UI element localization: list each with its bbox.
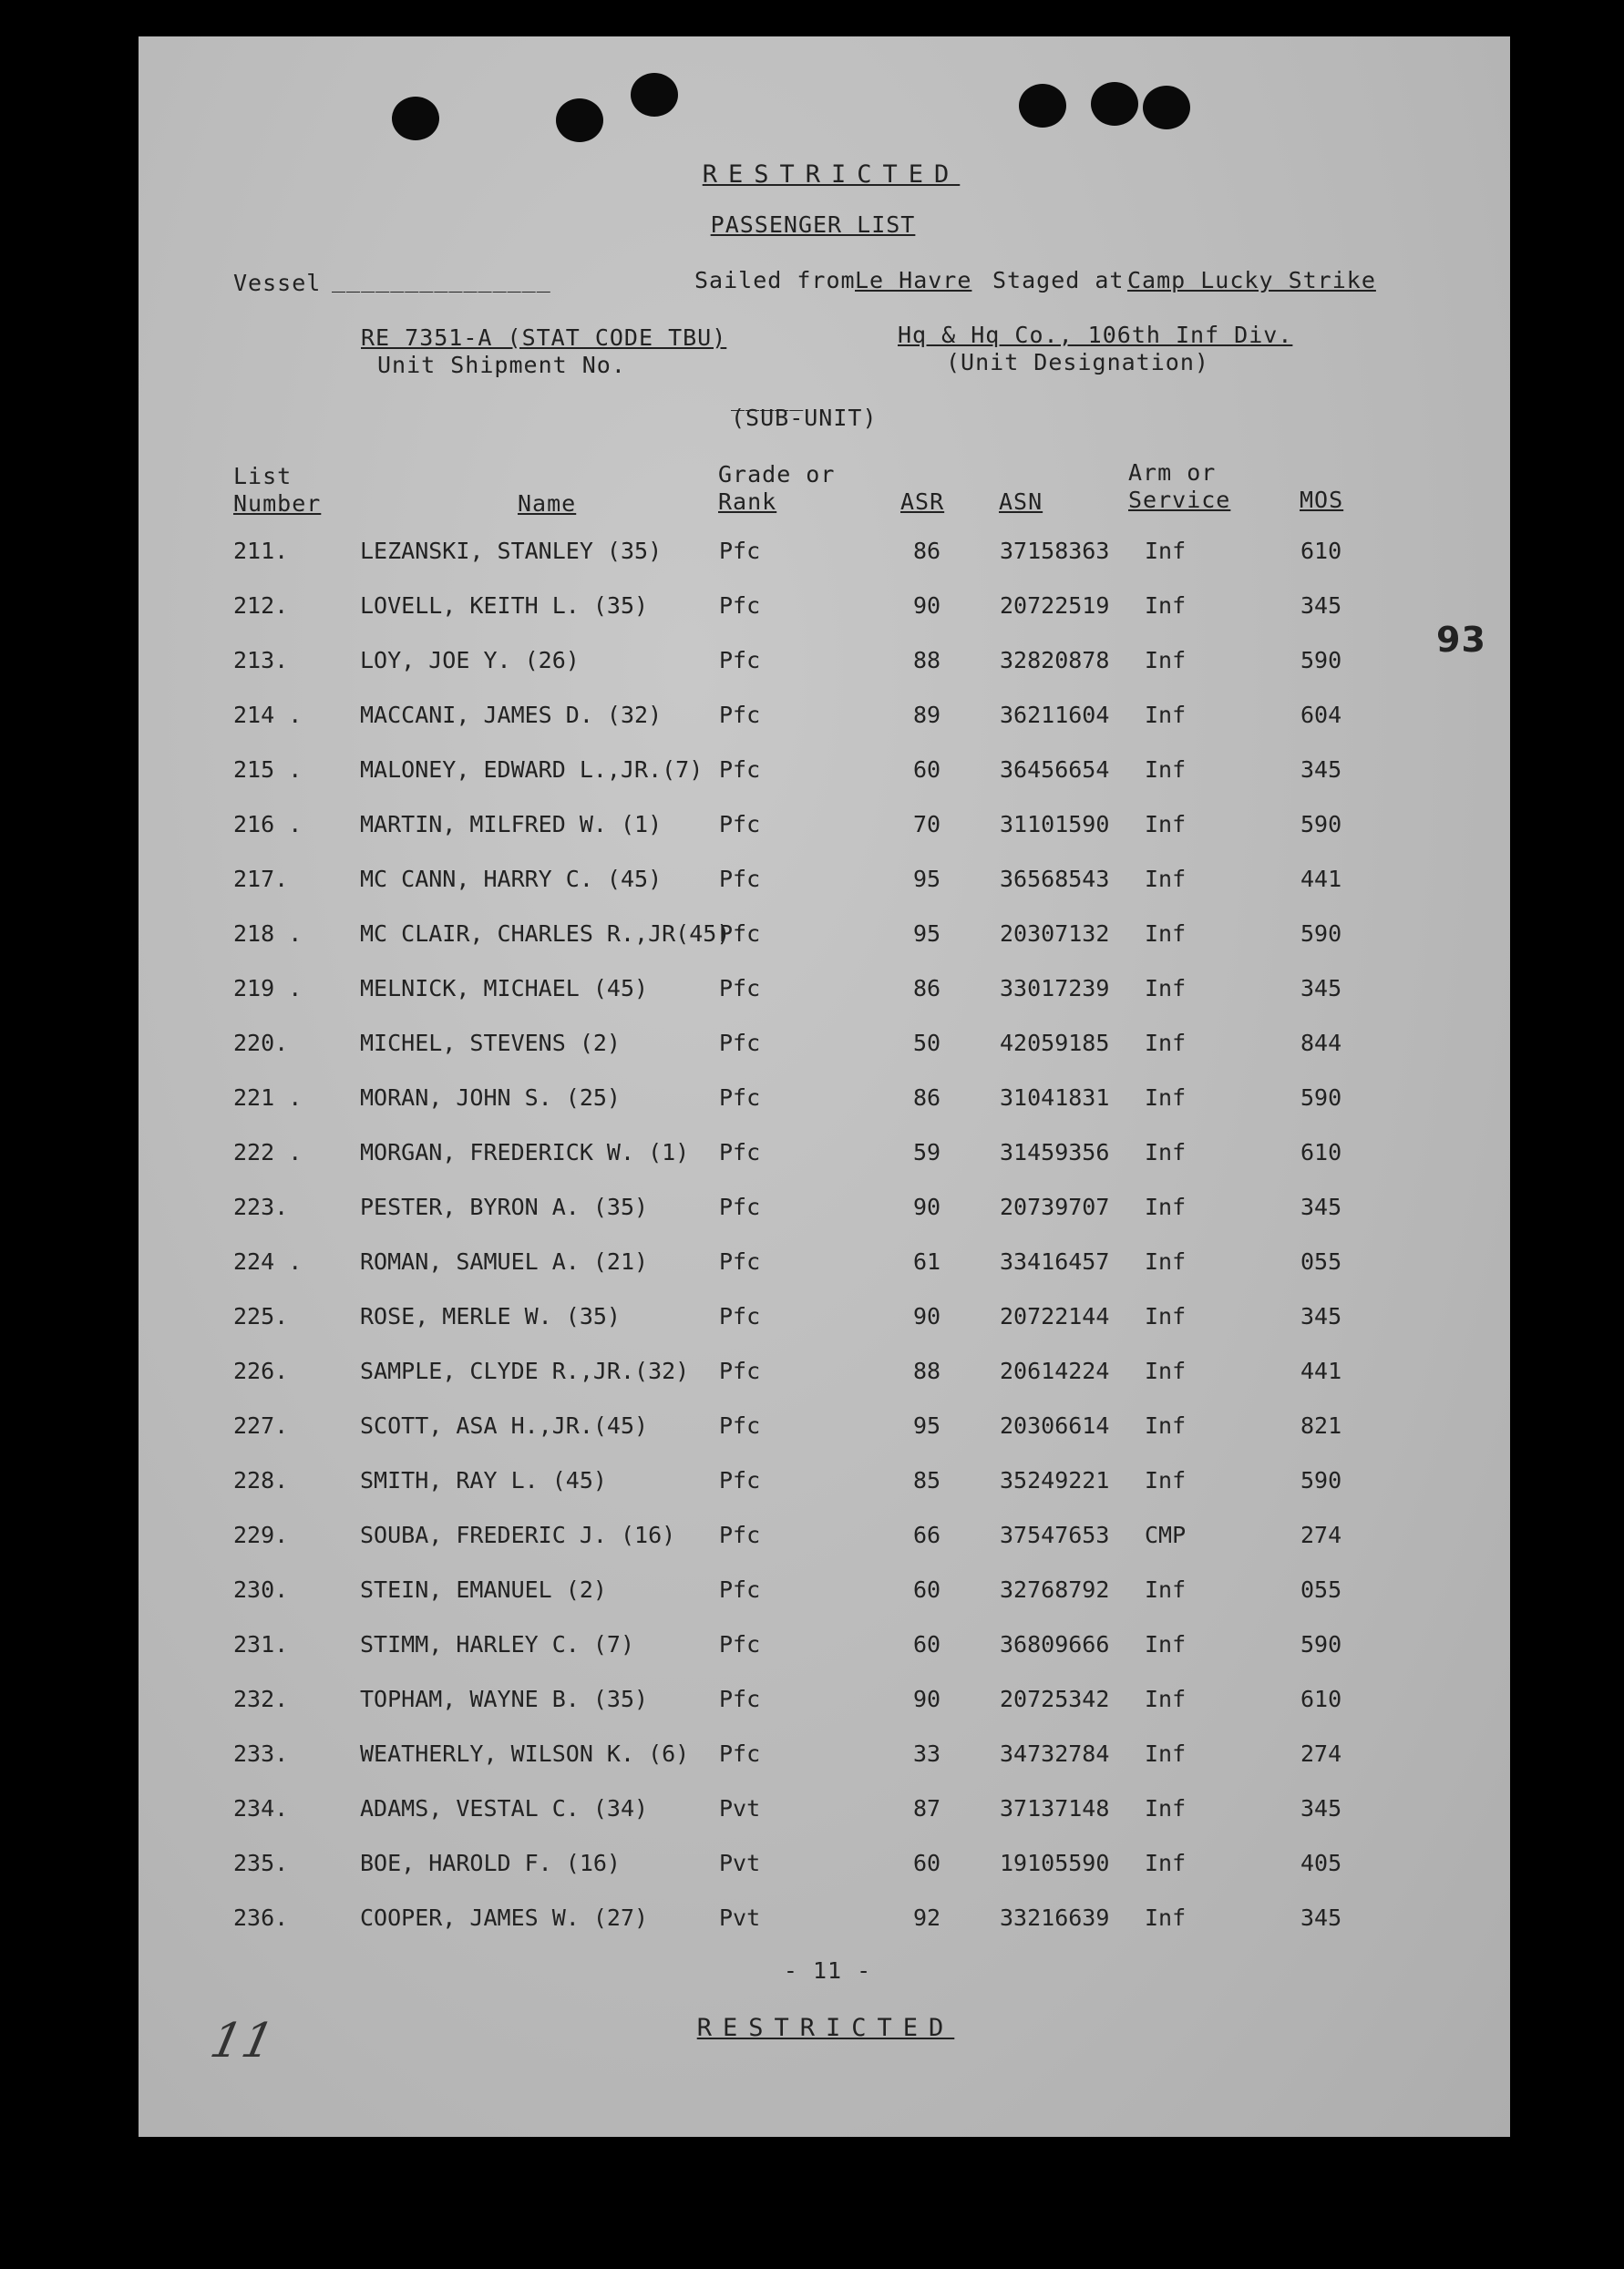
grade: Pfc xyxy=(719,920,761,947)
table-row xyxy=(139,1850,1510,1886)
list-number: 214 . xyxy=(233,702,303,728)
arm-service: Inf xyxy=(1145,1686,1187,1712)
unit-shipment-label: Unit Shipment No. xyxy=(377,352,626,378)
grade: Pfc xyxy=(719,1631,761,1658)
asn: 32768792 xyxy=(1000,1576,1110,1603)
list-number: 228. xyxy=(233,1467,289,1494)
arm-service: Inf xyxy=(1145,592,1187,619)
passenger-name: ROMAN, SAMUEL A. (21) xyxy=(360,1248,649,1275)
asn: 33017239 xyxy=(1000,975,1110,1001)
col-arm-2: Service xyxy=(1128,487,1231,513)
punch-hole xyxy=(631,73,678,117)
asr: 33 xyxy=(913,1740,941,1767)
grade: Pfc xyxy=(719,1412,761,1439)
mos: 345 xyxy=(1300,756,1342,783)
table-row xyxy=(139,1303,1510,1340)
asr: 86 xyxy=(913,1084,941,1111)
passenger-name: MALONEY, EDWARD L.,JR.(7) xyxy=(360,756,704,783)
asr: 61 xyxy=(913,1248,941,1275)
grade: Pfc xyxy=(719,1030,761,1056)
grade: Pfc xyxy=(719,1740,761,1767)
passenger-name: SCOTT, ASA H.,JR.(45) xyxy=(360,1412,649,1439)
mos: 610 xyxy=(1300,538,1342,564)
list-number: 220. xyxy=(233,1030,289,1056)
passenger-name: TOPHAM, WAYNE B. (35) xyxy=(360,1686,649,1712)
grade: Pfc xyxy=(719,975,761,1001)
grade: Pfc xyxy=(719,1576,761,1603)
asr: 95 xyxy=(913,920,941,947)
asr: 66 xyxy=(913,1522,941,1548)
asr: 60 xyxy=(913,1576,941,1603)
passenger-name: STEIN, EMANUEL (2) xyxy=(360,1576,607,1603)
arm-service: Inf xyxy=(1145,975,1187,1001)
table-row xyxy=(139,538,1510,574)
punch-hole xyxy=(1019,84,1066,128)
mos: 441 xyxy=(1300,1358,1342,1384)
table-row xyxy=(139,1905,1510,1941)
side-mark: 93 xyxy=(1436,620,1486,660)
grade: Pfc xyxy=(719,1248,761,1275)
passenger-name: PESTER, BYRON A. (35) xyxy=(360,1194,649,1220)
table-row xyxy=(139,975,1510,1011)
col-asr: ASR xyxy=(900,488,945,515)
asn: 31101590 xyxy=(1000,811,1110,837)
table-row xyxy=(139,1358,1510,1394)
table-row xyxy=(139,866,1510,902)
sub-unit-value: _____ xyxy=(731,385,805,411)
passenger-name: SAMPLE, CLYDE R.,JR.(32) xyxy=(360,1358,690,1384)
passenger-name: MARTIN, MILFRED W. (1) xyxy=(360,811,663,837)
arm-service: Inf xyxy=(1145,1631,1187,1658)
asr: 60 xyxy=(913,756,941,783)
list-number: 219 . xyxy=(233,975,303,1001)
grade: Pvt xyxy=(719,1905,761,1931)
list-number: 213. xyxy=(233,647,289,673)
asn: 36211604 xyxy=(1000,702,1110,728)
asn: 20739707 xyxy=(1000,1194,1110,1220)
list-number: 218 . xyxy=(233,920,303,947)
punch-hole xyxy=(1091,82,1138,126)
punch-hole xyxy=(392,97,439,140)
page-number: - 11 - xyxy=(783,1957,872,1984)
grade: Pfc xyxy=(719,538,761,564)
table-row xyxy=(139,1084,1510,1121)
list-number: 217. xyxy=(233,866,289,892)
classification-top: RESTRICTED xyxy=(702,160,961,189)
col-asn: ASN xyxy=(999,488,1043,515)
arm-service: Inf xyxy=(1145,1467,1187,1494)
arm-service: Inf xyxy=(1145,1576,1187,1603)
asr: 92 xyxy=(913,1905,941,1931)
mos: 055 xyxy=(1300,1576,1342,1603)
passenger-name: SOUBA, FREDERIC J. (16) xyxy=(360,1522,676,1548)
asn: 36809666 xyxy=(1000,1631,1110,1658)
mos: 274 xyxy=(1300,1740,1342,1767)
arm-service: Inf xyxy=(1145,920,1187,947)
list-number: 229. xyxy=(233,1522,289,1548)
grade: Pfc xyxy=(719,1686,761,1712)
asr: 50 xyxy=(913,1030,941,1056)
arm-service: Inf xyxy=(1145,1303,1187,1330)
col-mos: MOS xyxy=(1300,487,1344,513)
grade: Pfc xyxy=(719,756,761,783)
mos: 345 xyxy=(1300,975,1342,1001)
asr: 86 xyxy=(913,975,941,1001)
asn: 37158363 xyxy=(1000,538,1110,564)
list-number: 235. xyxy=(233,1850,289,1876)
list-number: 226. xyxy=(233,1358,289,1384)
unit-shipment-value: RE 7351-A (STAT CODE TBU) xyxy=(361,324,727,351)
table-row xyxy=(139,1194,1510,1230)
grade: Pfc xyxy=(719,1358,761,1384)
table-row xyxy=(139,756,1510,793)
col-list-number-1: List xyxy=(233,463,293,489)
mos: 441 xyxy=(1300,866,1342,892)
classification-bottom: RESTRICTED xyxy=(696,2014,955,2042)
passenger-name: MICHEL, STEVENS (2) xyxy=(360,1030,621,1056)
asr: 87 xyxy=(913,1795,941,1822)
asn: 20722519 xyxy=(1000,592,1110,619)
asn: 20307132 xyxy=(1000,920,1110,947)
asr: 59 xyxy=(913,1139,941,1165)
grade: Pfc xyxy=(719,1139,761,1165)
list-number: 216 . xyxy=(233,811,303,837)
asn: 35249221 xyxy=(1000,1467,1110,1494)
passenger-name: MORGAN, FREDERICK W. (1) xyxy=(360,1139,690,1165)
col-list-number-2: Number xyxy=(233,490,322,517)
list-number: 212. xyxy=(233,592,289,619)
mos: 590 xyxy=(1300,1084,1342,1111)
mos: 590 xyxy=(1300,811,1342,837)
arm-service: Inf xyxy=(1145,1084,1187,1111)
sailed-from-label: Sailed from xyxy=(694,267,856,293)
table-row xyxy=(139,592,1510,629)
asn: 20614224 xyxy=(1000,1358,1110,1384)
table-row xyxy=(139,1030,1510,1066)
mos: 055 xyxy=(1300,1248,1342,1275)
arm-service: Inf xyxy=(1145,811,1187,837)
passenger-name: COOPER, JAMES W. (27) xyxy=(360,1905,649,1931)
table-row xyxy=(139,1740,1510,1777)
arm-service: Inf xyxy=(1145,1412,1187,1439)
asn: 31459356 xyxy=(1000,1139,1110,1165)
mos: 590 xyxy=(1300,1467,1342,1494)
passenger-name: STIMM, HARLEY C. (7) xyxy=(360,1631,635,1658)
table-row xyxy=(139,920,1510,957)
vessel-value: _______________ xyxy=(332,266,551,293)
passenger-name: MC CLAIR, CHARLES R.,JR(45) xyxy=(360,920,731,947)
grade: Pfc xyxy=(719,811,761,837)
list-number: 227. xyxy=(233,1412,289,1439)
asr: 60 xyxy=(913,1631,941,1658)
arm-service: Inf xyxy=(1145,1905,1187,1931)
handwritten-mark: 11 xyxy=(205,2014,280,2069)
asr: 95 xyxy=(913,1412,941,1439)
asn: 31041831 xyxy=(1000,1084,1110,1111)
table-row xyxy=(139,811,1510,847)
sub-unit-label: (SUB-UNIT) xyxy=(731,405,878,431)
asn: 20722144 xyxy=(1000,1303,1110,1330)
arm-service: Inf xyxy=(1145,1850,1187,1876)
asn: 42059185 xyxy=(1000,1030,1110,1056)
mos: 590 xyxy=(1300,647,1342,673)
passenger-name: LEZANSKI, STANLEY (35) xyxy=(360,538,663,564)
asr: 89 xyxy=(913,702,941,728)
mos: 405 xyxy=(1300,1850,1342,1876)
mos: 345 xyxy=(1300,1194,1342,1220)
grade: Pfc xyxy=(719,1084,761,1111)
passenger-name: ROSE, MERLE W. (35) xyxy=(360,1303,621,1330)
mos: 604 xyxy=(1300,702,1342,728)
list-number: 224 . xyxy=(233,1248,303,1275)
table-row xyxy=(139,1467,1510,1504)
asr: 90 xyxy=(913,1303,941,1330)
asr: 90 xyxy=(913,592,941,619)
passenger-name: SMITH, RAY L. (45) xyxy=(360,1467,607,1494)
asn: 36456654 xyxy=(1000,756,1110,783)
passenger-name: ADAMS, VESTAL C. (34) xyxy=(360,1795,649,1822)
asn: 34732784 xyxy=(1000,1740,1110,1767)
passenger-name: MELNICK, MICHAEL (45) xyxy=(360,975,649,1001)
arm-service: Inf xyxy=(1145,756,1187,783)
grade: Pfc xyxy=(719,1303,761,1330)
mos: 345 xyxy=(1300,1303,1342,1330)
passenger-name: MACCANI, JAMES D. (32) xyxy=(360,702,663,728)
grade: Pfc xyxy=(719,592,761,619)
staged-at-value: Camp Lucky Strike xyxy=(1127,267,1376,293)
sailed-from-value: Le Havre xyxy=(855,267,972,293)
asn: 19105590 xyxy=(1000,1850,1110,1876)
grade: Pvt xyxy=(719,1850,761,1876)
grade: Pvt xyxy=(719,1795,761,1822)
asn: 37547653 xyxy=(1000,1522,1110,1548)
table-row xyxy=(139,1139,1510,1176)
list-number: 232. xyxy=(233,1686,289,1712)
table-row xyxy=(139,1248,1510,1285)
asr: 90 xyxy=(913,1194,941,1220)
arm-service: Inf xyxy=(1145,647,1187,673)
table-row xyxy=(139,647,1510,683)
grade: Pfc xyxy=(719,866,761,892)
grade: Pfc xyxy=(719,1194,761,1220)
mos: 590 xyxy=(1300,1631,1342,1658)
asr: 95 xyxy=(913,866,941,892)
list-number: 223. xyxy=(233,1194,289,1220)
punch-hole xyxy=(1143,86,1190,129)
arm-service: Inf xyxy=(1145,1139,1187,1165)
unit-designation-value: Hq & Hq Co., 106th Inf Div. xyxy=(898,322,1293,348)
list-title: PASSENGER LIST xyxy=(710,211,916,238)
asn: 32820878 xyxy=(1000,647,1110,673)
grade: Pfc xyxy=(719,702,761,728)
asr: 60 xyxy=(913,1850,941,1876)
asr: 85 xyxy=(913,1467,941,1494)
asr: 90 xyxy=(913,1686,941,1712)
mos: 610 xyxy=(1300,1686,1342,1712)
passenger-name: MORAN, JOHN S. (25) xyxy=(360,1084,621,1111)
grade: Pfc xyxy=(719,647,761,673)
list-number: 230. xyxy=(233,1576,289,1603)
asn: 20725342 xyxy=(1000,1686,1110,1712)
list-number: 211. xyxy=(233,538,289,564)
list-number: 225. xyxy=(233,1303,289,1330)
table-row xyxy=(139,702,1510,738)
table-row xyxy=(139,1686,1510,1722)
arm-service: Inf xyxy=(1145,1194,1187,1220)
asr: 88 xyxy=(913,1358,941,1384)
arm-service: Inf xyxy=(1145,1030,1187,1056)
passenger-name: LOVELL, KEITH L. (35) xyxy=(360,592,649,619)
passenger-name: LOY, JOE Y. (26) xyxy=(360,647,580,673)
list-number: 221 . xyxy=(233,1084,303,1111)
document-page xyxy=(139,36,1510,2137)
arm-service: Inf xyxy=(1145,702,1187,728)
arm-service: Inf xyxy=(1145,538,1187,564)
mos: 610 xyxy=(1300,1139,1342,1165)
table-row xyxy=(139,1576,1510,1613)
arm-service: Inf xyxy=(1145,1740,1187,1767)
mos: 345 xyxy=(1300,1795,1342,1822)
list-number: 215 . xyxy=(233,756,303,783)
asr: 88 xyxy=(913,647,941,673)
table-row xyxy=(139,1795,1510,1832)
arm-service: CMP xyxy=(1145,1522,1187,1548)
arm-service: Inf xyxy=(1145,866,1187,892)
col-grade-2: Rank xyxy=(718,488,777,515)
asn: 37137148 xyxy=(1000,1795,1110,1822)
mos: 345 xyxy=(1300,1905,1342,1931)
mos: 274 xyxy=(1300,1522,1342,1548)
passenger-name: WEATHERLY, WILSON K. (6) xyxy=(360,1740,690,1767)
table-row xyxy=(139,1522,1510,1558)
asn: 33416457 xyxy=(1000,1248,1110,1275)
arm-service: Inf xyxy=(1145,1358,1187,1384)
grade: Pfc xyxy=(719,1522,761,1548)
asn: 20306614 xyxy=(1000,1412,1110,1439)
unit-designation-label: (Unit Designation) xyxy=(946,349,1209,375)
list-number: 233. xyxy=(233,1740,289,1767)
vessel-label: Vessel xyxy=(233,270,322,296)
list-number: 236. xyxy=(233,1905,289,1931)
arm-service: Inf xyxy=(1145,1248,1187,1275)
table-row xyxy=(139,1631,1510,1668)
col-grade-1: Grade or xyxy=(718,461,836,488)
passenger-name: BOE, HAROLD F. (16) xyxy=(360,1850,621,1876)
arm-service: Inf xyxy=(1145,1795,1187,1822)
punch-hole xyxy=(556,98,603,142)
mos: 844 xyxy=(1300,1030,1342,1056)
list-number: 231. xyxy=(233,1631,289,1658)
col-arm-1: Arm or xyxy=(1128,459,1217,486)
asr: 70 xyxy=(913,811,941,837)
mos: 345 xyxy=(1300,592,1342,619)
passenger-name: MC CANN, HARRY C. (45) xyxy=(360,866,663,892)
list-number: 222 . xyxy=(233,1139,303,1165)
col-name: Name xyxy=(518,490,577,517)
asn: 33216639 xyxy=(1000,1905,1110,1931)
staged-at-label: Staged at xyxy=(992,267,1125,293)
asr: 86 xyxy=(913,538,941,564)
table-row xyxy=(139,1412,1510,1449)
list-number: 234. xyxy=(233,1795,289,1822)
mos: 590 xyxy=(1300,920,1342,947)
mos: 821 xyxy=(1300,1412,1342,1439)
asn: 36568543 xyxy=(1000,866,1110,892)
grade: Pfc xyxy=(719,1467,761,1494)
